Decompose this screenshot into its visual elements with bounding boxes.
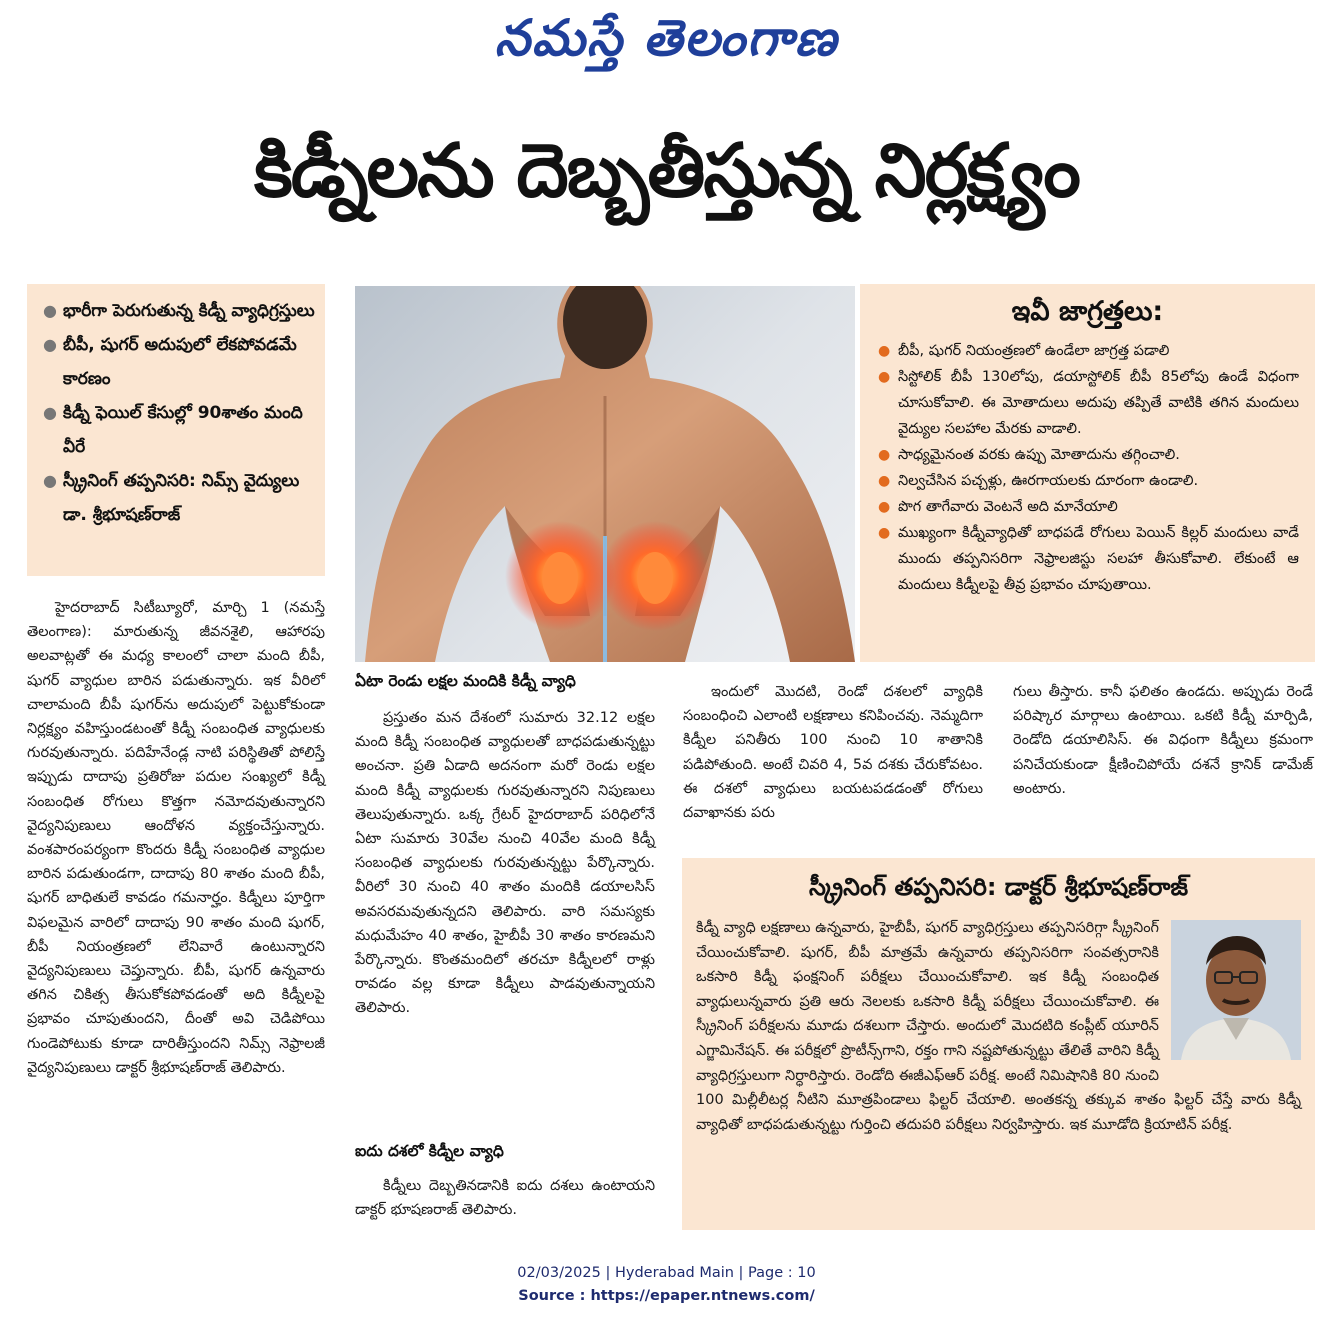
key-point <box>43 464 315 532</box>
bullet-icon: ● <box>43 471 57 490</box>
key-point <box>43 396 315 464</box>
screening-box <box>682 858 1315 1230</box>
doctor-photo <box>1171 920 1301 1060</box>
bullet-icon: ● <box>878 369 891 385</box>
bullet-icon: ● <box>878 473 891 489</box>
screening-title: స్క్రీనింగ్ తప్పనిసరి: డాక్టర్ శ్రీభూషణ్‌రాజ్ <box>808 873 1189 901</box>
article-subhead: ఐదు దశలో కిడ్నీల వ్యాధి <box>355 1142 504 1160</box>
article-paragraph: ఇందులో మొదటి, రెండో దశలలో వ్యాధికి సంబంధించి ఎలాంటి లక్షణాలు కనిపించవు. నెమ్మదిగా కిడ్నీల పనితీరు 100 నుంచి 10 శాతానికి పడిపోతుంది. అంటే చివరి 4, 5వ దశకు చేరుకోవటం. ఈ దశలో వ్యాధులు బయటపడడంతో రోగులు దవాఖానకు పరు <box>683 684 983 822</box>
precaution-text: ముఖ్యంగా కిడ్నీవ్యాధితో బాధపడే రోగులు పెయిన్ కిల్లర్ మందులు వాడే ముందు తప్పనిసరిగా నెఫ్రాలజిస్టు సలహా తీసుకోవాలి. లేకుంటే ఆ మందులు కిడ్నీలపై తీవ్ర ప్రభావం చూపుతాయి. <box>898 525 1299 593</box>
article-subhead: ఏటా రెండు లక్షల మందికి కిడ్నీ వ్యాధి <box>355 672 576 690</box>
precaution-item <box>876 364 1299 442</box>
precaution-text: నిల్వచేసిన పచ్చళ్లు, ఊరగాయలకు దూరంగా ఉండాలి. <box>898 473 1199 489</box>
article-column-3 <box>683 680 983 825</box>
footer-source: Source : https://epaper.ntnews.com/ <box>518 1288 815 1304</box>
article-paragraph: గులు తీస్తారు. కానీ ఫలితం ఉండదు. అప్పుడు రెండే పరిష్కార మార్గాలు ఉంటాయి. ఒకటి కిడ్నీ మార్పిడి, రెండోది డయాలిసిస్. ఈ విధంగా కిడ్నీలు క్రమంగా పనిచేయకుండా క్షీణించిపోయే దశనే క్రానిక్ డామేజ్ అంటారు. <box>1013 684 1313 797</box>
precaution-item <box>876 442 1299 468</box>
bullet-icon: ● <box>43 301 57 320</box>
precaution-text: బీపీ, షుగర్ నియంత్రణలో ఉండేలా జాగ్రత్త పడాలి <box>898 343 1170 359</box>
bullet-icon: ● <box>878 499 891 515</box>
article-paragraph: ప్రస్తుతం మన దేశంలో సుమారు 32.12 లక్షల మంది కిడ్నీ సంబంధిత వ్యాధులతో బాధపడుతున్నట్టు అంచనా. ప్రతి ఏడాది అదనంగా మరో రెండు లక్షల మంది కిడ్నీ వ్యాధులకు గురవుతున్నారని నిపుణులు తెలుపుతున్నారు. ఒక్క గ్రేటర్ హైదరాబాద్ పరిధిలోనే ఏటా సుమారు 30వేల నుంచి 40వేల మంది కిడ్నీ సంబంధిత వ్యాధులకు గురవుతున్నట్టు పేర్కొన్నారు. వీరిలో 30 నుంచి 40 శాతం మందికి డయాలసిస్ అవసరమవుతున్నదని తెలిపారు. వారి సమస్యకు మధుమేహం 40 శాతం, హైబీపీ 30 శాతం కారణమని పేర్కొన్నారు. కొంతమందిలో తరచూ కిడ్నీలలో రాళ్లు రావడం వల్ల కూడా కిడ్నీలు పాడవుతున్నాయని తెలిపారు. <box>355 710 655 1017</box>
precautions-title: ఇవీ జాగ్రత్తలు: <box>1011 296 1164 327</box>
precaution-item <box>876 468 1299 494</box>
precaution-text: సాధ్యమైనంత వరకు ఉప్పు మోతాదును తగ్గించాలి. <box>898 447 1180 463</box>
article-column-4 <box>1013 680 1313 801</box>
bullet-icon: ● <box>878 343 891 359</box>
key-point <box>43 294 315 328</box>
key-point-text: బీపీ, షుగర్ అదుపులో లేకపోవడమే కారణం <box>63 335 297 389</box>
back-pain-photo <box>355 286 855 662</box>
key-point <box>43 328 315 396</box>
key-point-text: కిడ్నీ ఫెయిల్ కేసుల్లో 90శాతం మంది వీరే <box>63 403 303 457</box>
bullet-icon: ● <box>43 335 57 354</box>
headline: కిడ్నీలను దెబ్బతీస్తున్న నిర్లక్ష్యం <box>254 128 1079 214</box>
precaution-item <box>876 520 1299 598</box>
article-paragraph: హైదరాబాద్ సిటీబ్యూరో, మార్చి 1 (నమస్తే తెలంగాణ): మారుతున్న జీవనశైలి, ఆహారపు అలవాట్లతో ఈ మధ్య కాలంలో చాలా మంది బీపీ, షుగర్ వ్యాధుల బారిన పడుతున్నారు. ఇక వీరిలో చాలామంది బీపీ షుగర్‌ను అదుపులో పెట్టుకోకుండా నిర్లక్ష్యం వహిస్తుండటంతో కిడ్నీ సంబంధిత వ్యాధులకు గురవుతున్నారు. పదిహేనేండ్ల నాటి పరిస్థితితో పోలిస్తే ఇప్పుడు దాదాపు ప్రతిరోజు పదుల సంఖ్యలో కిడ్నీ సంబంధిత రోగులు కొత్తగా నమోదవుతున్నారని వైద్యనిపుణులు ఆందోళన వ్యక్తంచేస్తున్నారు. వంశపారంపర్యంగా కొందరు కిడ్నీ సంబంధిత వ్యాధుల బారిన పడుతుండగా, దాదాపు 80 శాతం మంది బీపీ, షుగర్ బాధితులే కావడం గమనార్హం. కిడ్నీలు పూర్తిగా విఫలమైన వారిలో దాదాపు 90 శాతం మంది షుగర్, బీపీ నియంత్రణలో లేనివారే ఉంటున్నారని వైద్యనిపుణులు చెప్తున్నారు. బీపీ, షుగర్ ఉన్నవారు తగిన చికిత్స తీసుకోకపోవడంతో అది కిడ్నీలపై ప్రభావం చూపుతుందని, దీంతో అవి చెడిపోయి గుండెపోటుకు కూడా దారితీస్తుందని నిమ్స్ నెఫ్రాలజీ వైద్యనిపుణులు డాక్టర్ శ్రీభూషణ్‌రాజ్ తెలిపారు. <box>27 600 325 1076</box>
precaution-text: సిస్టోలిక్ బీపీ 130లోపు, డయాస్టోలిక్ బీపీ 85లోపు ఉండే విధంగా చూసుకోవాలి. ఈ మోతాదులు అదుపు తప్పితే వాటికి తగిన మందులు వైద్యుల సలహాల మేరకు వాడాలి. <box>898 369 1299 437</box>
doctor-portrait <box>1171 920 1301 1060</box>
key-points-box <box>27 284 325 576</box>
key-point-text: భారీగా పెరుగుతున్న కిడ్నీ వ్యాధిగ్రస్తులు <box>63 301 315 321</box>
bullet-icon: ● <box>878 525 891 541</box>
precaution-text: పొగ తాగేవారు వెంటనే అది మానేయాలి <box>898 499 1118 515</box>
article-column-1 <box>27 596 325 1080</box>
screening-text: కిడ్నీ వ్యాధి లక్షణాలు ఉన్నవారు, హైబీపీ, షుగర్ వ్యాధిగ్రస్తులు తప్పనిసరిగ్గా స్క్రీనింగ్ చేయించుకోవాలి. షుగర్, బీపీ మాత్రమే ఉన్నవారు తప్పనిసరిగా సంవత్సరానికి ఒకసారి కిడ్నీ ఫంక్షనింగ్ పరీక్షలు చేయించుకోవాలి. ఇక కిడ్నీ సంబంధిత వ్యాధులున్నవారు ప్రతి ఆరు నెలలకు ఒకసారి కిడ్నీ పరీక్షలు చేయించుకోవాలి. ఈ స్క్రీనింగ్ పరీక్షలను మూడు దశలుగా చేస్తారు. అందులో మొదటిది కంప్లీట్ యూరిన్ ఎగ్జామినేషన్. ఈ పరీక్షలో ప్రొటీన్స్‌గాని, రక్తం గాని నష్టపోతున్నట్టు తేలితే వారిని కిడ్నీ వ్యాధిగ్రస్తులుగా నిర్ధారిస్తారు. రెండోది ఈజీఎఫ్‌ఆర్ పరీక్ష. అంటే నిమిషానికి 80 నుంచి 100 మిల్లీలీటర్ల నీటిని మూత్రపిండాలు ఫిల్టర్ చేయాలి. అంతకన్న తక్కువ శాతం ఫిల్టర్ చేస్తే వారు కిడ్నీ వ్యాధితో బాధపడుతున్నట్టు గుర్తించి తదుపరి పరీక్షలు నిర్వహిస్తారు. ఇక మూడోది క్రియాటిన్ పరీక్ష. <box>696 920 1301 1133</box>
back-pain-illustration <box>355 286 855 662</box>
article-paragraph: కిడ్నీలు దెబ్బతినడానికి ఐదు దశలు ఉంటాయని డాక్టర్ భూషణరాజ్ తెలిపారు. <box>355 1178 655 1219</box>
bullet-icon: ● <box>878 447 891 463</box>
precaution-item <box>876 338 1299 364</box>
precaution-item <box>876 494 1299 520</box>
article-column-2-continued <box>355 1174 655 1222</box>
key-point-text: స్క్రీనింగ్ తప్పనిసరి: నిమ్స్ వైద్యులు డా. శ్రీభూషణ్‌రాజ్ <box>63 471 300 525</box>
precautions-box <box>860 284 1315 662</box>
article-column-2 <box>355 706 655 1021</box>
bullet-icon: ● <box>43 403 57 422</box>
newspaper-masthead: నమస్తే తెలంగాణ <box>494 8 839 67</box>
footer-date-edition: 02/03/2025 | Hyderabad Main | Page : 10 <box>517 1265 816 1281</box>
